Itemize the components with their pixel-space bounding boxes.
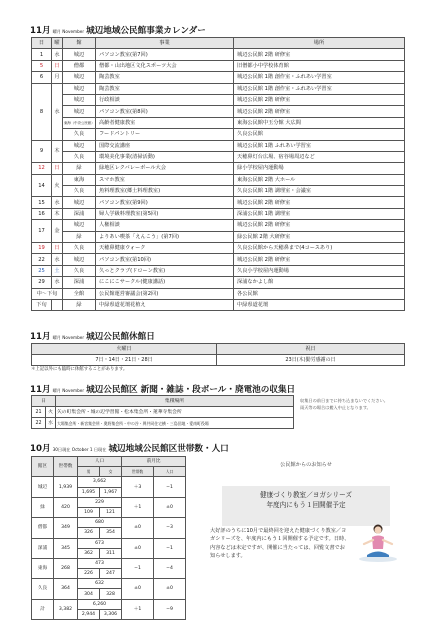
population-change-households: ＋1 [122,599,154,619]
calendar-hall: 城辺 [63,83,96,94]
calendar-event: 陶芸教室 [96,72,234,83]
calendar-header-event: 事業 [96,38,234,49]
calendar-day: 下旬 [32,299,52,310]
collection-places: 矢の町集会所・城の辺学習館・松本集会所・蓮華寺集会所 [56,407,294,418]
calendar-row [32,151,405,162]
population-male: 226 [78,569,100,579]
calendar-event: パソコン教室(第10回) [96,254,234,265]
calendar-event: 久っとクラブ(ドローン教室) [96,265,234,276]
calendar-row [32,60,405,71]
calendar-place: 城辺公民館 2階 研修室 [234,94,405,105]
calendar-day: 17 [32,220,52,243]
calendar-day: 22 [32,254,52,265]
collection-title-text: 城辺公民館区 新聞・雑誌・段ボール・廃電池の収集日 [86,385,296,395]
yoga-person-icon [358,521,398,563]
population-total: 3,662 [78,477,122,487]
calendar-hall: 緑 [63,231,96,242]
calendar-header-day: 日 [32,38,52,49]
calendar-place: 各公民館 [234,288,405,299]
collection-header-place: 集積場所 [56,396,294,407]
calendar-event: 公民館運営審議会(第2回) [96,288,234,299]
collection-table [31,395,294,429]
population-sub-male: 男 [78,467,100,477]
calendar-event: パソコン教室(第8回) [96,106,234,117]
calendar-day: 19 [32,243,52,254]
population-female: 328 [100,589,122,599]
calendar-event: 国際交流講座 [96,140,234,151]
collection-header-row [32,396,294,407]
calendar-row [32,72,405,83]
calendar-row [32,243,405,254]
closed-title-sub: 曜月 November [52,335,85,340]
notice-heading: 公民館からのお知らせ [280,462,332,468]
calendar-hall: 東海（中央公民館） [63,117,96,128]
calendar-day: 1 [32,49,52,60]
calendar-day: 14 [32,174,52,197]
collection-note: 収集日の前日までに持ち込まないでください。 雨天等の場合は搬入中止となります。 [300,398,388,410]
calendar-table [31,37,405,311]
calendar-event: 魚料理教室(郷土料理教室) [96,186,234,197]
population-female: 3,306 [100,609,122,619]
calendar-day: 9 [32,140,52,163]
population-change-households: ±0 [122,579,154,599]
calendar-event: 天穂鼻健康ウォーク [96,243,234,254]
population-title-month: 10月 [30,444,51,454]
closed-days-title [30,330,155,342]
population-row [32,497,186,507]
calendar-weekday: 水 [52,277,63,288]
calendar-event: 僧都・山出地区文化スポーツ大会 [96,60,234,71]
calendar-hall: 深浦 [63,208,96,219]
calendar-weekday: 水 [52,254,63,265]
calendar-weekday: 日 [52,163,63,174]
closed-holiday: 23日(木)勤労感謝の日 [217,355,405,366]
population-male: 109 [78,507,100,517]
calendar-row [32,140,405,151]
population-row [32,518,186,528]
population-district: 東海 [32,558,54,578]
calendar-title [30,24,206,36]
population-change-people: ±0 [154,497,186,517]
calendar-row [32,197,405,208]
calendar-event: パソコン教室(第9回) [96,197,234,208]
calendar-day: 5 [32,60,52,71]
calendar-weekday: 水 [52,49,63,60]
calendar-weekday: 木 [52,140,63,163]
population-households: 420 [54,497,78,517]
population-row [32,538,186,548]
population-female: 121 [100,507,122,517]
calendar-day: 8 [32,83,52,140]
population-total: 473 [78,558,122,568]
calendar-event: 中緑県道花壇花植え [96,299,234,310]
calendar-hall: 東海 [63,174,96,185]
population-female: 311 [100,548,122,558]
calendar-row [32,83,405,94]
closed-header-holiday: 祝日 [217,344,405,355]
calendar-event: 行政相談 [96,94,234,105]
population-female: 1,967 [100,487,122,497]
population-households: 364 [54,579,78,599]
calendar-row [32,117,405,128]
calendar-row [32,277,405,288]
calendar-row [32,186,405,197]
calendar-row [32,265,405,276]
calendar-title-sub: 曜月 November [52,29,85,34]
calendar-weekday [52,299,63,310]
population-change-people: −4 [154,558,186,578]
calendar-place: 久良公民館 [234,129,405,140]
calendar-header-hall: 館 [63,38,96,49]
calendar-row [32,129,405,140]
population-households: 345 [54,538,78,558]
collection-day: 21 [32,407,46,418]
calendar-weekday: 金 [52,220,63,243]
population-row [32,579,186,589]
calendar-hall: 久良 [63,243,96,254]
calendar-header-weekday: 曜 [52,38,63,49]
calendar-day: 16 [32,208,52,219]
calendar-title-month: 11月 [30,26,51,36]
population-change-households: ±0 [122,538,154,558]
calendar-place: 城辺公民館 1階 創作室・ふれあい学習室 [234,72,405,83]
population-households: 1,939 [54,477,78,497]
calendar-day: 25 [32,265,52,276]
population-district: 緑 [32,497,54,517]
calendar-hall: 緑 [63,163,96,174]
collection-weekday: 水 [46,418,56,429]
calendar-day: 12 [32,163,52,174]
calendar-hall: 僧都 [63,60,96,71]
population-row [32,477,186,487]
calendar-day: 6 [32,72,52,83]
calendar-event: よりあい喫茶「えんこう」(第7回) [96,231,234,242]
population-female: 354 [100,528,122,538]
calendar-hall: 城辺 [63,49,96,60]
closed-tuesdays: 7日・14日・21日・28日 [32,355,217,366]
calendar-event: 陶芸教室 [96,83,234,94]
population-female: 247 [100,569,122,579]
calendar-place: 緑公民館 2階 大研修室 [234,231,405,242]
calendar-hall: 城辺 [63,106,96,117]
population-total: 229 [78,497,122,507]
population-total: 680 [78,518,122,528]
population-total: 6,260 [78,599,122,609]
calendar-event: 環境美化事業(清掃活動) [96,151,234,162]
collection-row [32,407,294,418]
closed-days-table [31,343,405,366]
calendar-header-row [32,38,405,49]
collection-title-sub: 曜月 November [52,388,85,393]
calendar-weekday: 日 [52,60,63,71]
closed-title-month: 11月 [30,332,51,342]
collection-title-month: 11月 [30,385,51,395]
population-change-people: −1 [154,477,186,497]
population-sub-female: 女 [100,467,122,477]
calendar-place: 久良公民館 1階 調理室・会議室 [234,186,405,197]
calendar-day: 中～下旬 [32,288,63,299]
population-district: 城辺 [32,477,54,497]
population-title-sub: 30日現在 October 1 日現在 [52,447,107,452]
collection-places: 大場集会所・新宮集会所・奥野集会所・中の谷・鼻共同住宅横・三島団地・愛南町役場 [56,418,294,429]
calendar-hall: 緑 [63,299,96,310]
population-change-households: ±0 [122,518,154,538]
collection-weekday: 火 [46,407,56,418]
population-change-households: ＋1 [122,497,154,517]
calendar-hall: 城辺 [63,72,96,83]
calendar-title-text: 城辺地域公民館事業カレンダー [86,26,206,36]
closed-value-row [32,355,405,366]
calendar-event: 人権相談 [96,220,234,231]
calendar-header-place: 場所 [234,38,405,49]
calendar-row [32,299,405,310]
calendar-row [32,288,405,299]
calendar-place: 城辺公民館 2階 研修室 [234,220,405,231]
closed-title-text: 城辺公民館休館日 [86,332,155,342]
calendar-weekday: 水 [52,83,63,140]
population-table [31,456,186,620]
calendar-row [32,49,405,60]
calendar-place: 深浦なかよし館 [234,277,405,288]
calendar-hall: 城辺 [63,220,96,231]
calendar-row [32,163,405,174]
population-title-text: 城辺地域公民館区世帯数・人口 [108,444,229,454]
calendar-weekday: 水 [52,197,63,208]
closed-header-row [32,344,405,355]
calendar-hall: 城辺 [63,94,96,105]
population-district: 僧都 [32,518,54,538]
calendar-hall: 久良 [63,151,96,162]
population-district: 久良 [32,579,54,599]
notice-box-line2: 年度内にもう１回開催予定 [266,501,346,509]
population-households: 3,382 [54,599,78,619]
population-change-people: −9 [154,599,186,619]
calendar-hall: 城辺 [63,140,96,151]
collection-header-day: 日 [32,396,56,407]
calendar-day: 15 [32,197,52,208]
population-row [32,558,186,568]
calendar-hall: 城辺 [63,197,96,208]
population-change-people: −3 [154,518,186,538]
calendar-event: 緑地区レクバレーボール大会 [96,163,234,174]
calendar-place: 旧僧都小中学校体育館 [234,60,405,71]
calendar-hall: 全館 [63,288,96,299]
calendar-place: 久良小学校屋内運動場 [234,265,405,276]
calendar-hall: 久良 [63,186,96,197]
calendar-row [32,94,405,105]
calendar-event: パソコン教室(第7回) [96,49,234,60]
collection-row [32,418,294,429]
population-title [30,442,229,454]
population-male: 304 [78,589,100,599]
population-sub-people: 人口 [154,467,186,477]
calendar-event: フードパントリー [96,129,234,140]
calendar-weekday: 火 [52,174,63,197]
population-households: 268 [54,558,78,578]
population-header-households: 世帯数 [54,457,78,477]
population-households: 349 [54,518,78,538]
calendar-place: 城辺公民館 2階 研修室 [234,197,405,208]
population-change-people: −1 [154,538,186,558]
population-male: 1,695 [78,487,100,497]
closed-note: ＊上記以外にも臨時に休館することがあります。 [31,367,128,372]
calendar-row [32,220,405,231]
notice-box [222,486,390,526]
calendar-place: 中緑県道花壇 [234,299,405,310]
population-change-households: −1 [122,558,154,578]
calendar-place: 城辺公民館 2階 研修室 [234,254,405,265]
calendar-place: 城辺公民館 1階 創作室・ふれあい学習室 [234,83,405,94]
population-male: 2,944 [78,609,100,619]
population-male: 362 [78,548,100,558]
notice-panel [208,461,404,589]
calendar-event: にこにこサークル(健康講話) [96,277,234,288]
calendar-weekday: 木 [52,208,63,219]
calendar-weekday: 日 [52,243,63,254]
population-district: 深浦 [32,538,54,558]
collection-title [30,383,295,395]
calendar-hall: 深浦 [63,277,96,288]
calendar-weekday: 月 [52,72,63,83]
calendar-place: 東海公民館 2階 大ホール [234,174,405,185]
population-change-people: ±0 [154,579,186,599]
calendar-place: 城辺公民館 2階 研修室 [234,49,405,60]
calendar-place: 東海公民館中玉分館 大広間 [234,117,405,128]
calendar-row [32,231,405,242]
calendar-row [32,254,405,265]
calendar-day: 29 [32,277,52,288]
population-total: 632 [78,579,122,589]
calendar-hall: 城辺 [63,254,96,265]
calendar-hall: 久良 [63,129,96,140]
calendar-place: 緑小学校屋内運動場 [234,163,405,174]
calendar-event: 婦人学級料理教室(第5回) [96,208,234,219]
calendar-place: 城辺公民館 1階 ふれあい学習室 [234,140,405,151]
calendar-hall: 久良 [63,265,96,276]
calendar-event: スマホ教室 [96,174,234,185]
calendar-weekday: 土 [52,265,63,276]
population-district: 計 [32,599,54,619]
calendar-event: 高齢者健康教室 [96,117,234,128]
calendar-row [32,106,405,117]
population-total: 673 [78,538,122,548]
population-header-change: 前月比 [122,457,186,467]
population-header-district: 館区 [32,457,54,477]
calendar-place: 天穂鼻灯台広場、宿谷場周辺など [234,151,405,162]
notice-body: 大好評のうちに10月で最終回を迎えた健康づくり教室／ヨガシリーズを、年度内にもう１回開催する予定です。日時、内容などは未定ですが、開催に当たっては、回覧文書でお知らせします。 [210,528,350,560]
notice-box-line1: 健康づくり教室／ヨガシリーズ [260,491,352,499]
population-change-households: ＋3 [122,477,154,497]
population-header-population: 人口 [78,457,122,467]
calendar-place: 城辺公民館 2階 研修室 [234,106,405,117]
calendar-place: 久良公民館から天穂鼻まで(4コースあり) [234,243,405,254]
closed-header-tuesday: 火曜日 [32,344,217,355]
calendar-place: 深浦公民館 1階 調理室 [234,208,405,219]
population-sub-households: 世帯数 [122,467,154,477]
population-row [32,599,186,609]
population-header-row [32,457,186,467]
calendar-row [32,208,405,219]
collection-day: 22 [32,418,46,429]
population-male: 326 [78,528,100,538]
calendar-row [32,174,405,185]
